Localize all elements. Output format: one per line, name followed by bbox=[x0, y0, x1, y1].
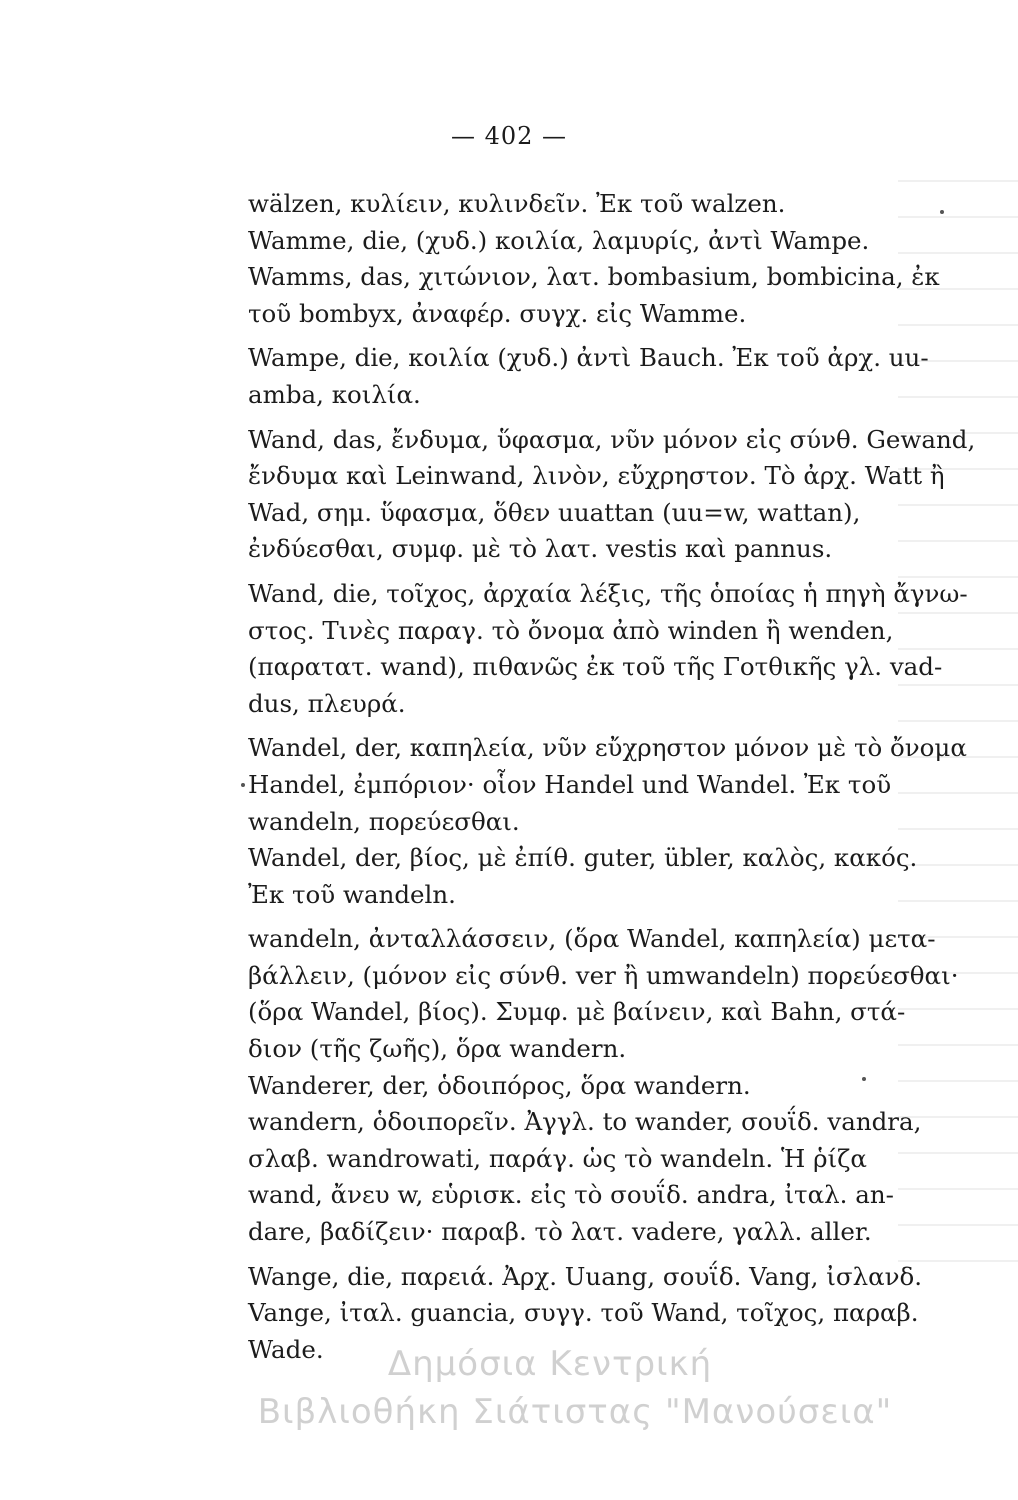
entry-line: Wad, σημ. ὕφασμα, ὅθεν uuattan (uu=w, wattan), bbox=[248, 497, 861, 527]
dictionary-entries bbox=[248, 186, 976, 1368]
dictionary-entry bbox=[248, 840, 948, 913]
entry-line: Handel, ἐμπόριον· οἷον Handel und Wandel. Ἐκ τοῦ bbox=[248, 769, 892, 799]
ink-speck bbox=[862, 1077, 866, 1081]
library-watermark-line2: Βιβλιοθήκη Σιάτιστας "Μανούσεια" bbox=[257, 1392, 893, 1432]
library-watermark-line1: Δημόσια Κεντρική bbox=[387, 1344, 713, 1384]
dictionary-entry bbox=[248, 730, 967, 840]
entry-line: βάλλειν, (μόνον εἰς σύνθ. ver ἢ umwandeln) πορεύεσθαι· bbox=[248, 960, 959, 990]
entry-line: διον (τῆς ζωῆς), ὅρα wandern. bbox=[248, 1034, 627, 1064]
dictionary-entry bbox=[248, 223, 948, 260]
entry-line: Wamme, die, (χυδ.) κοιλία, λαμυρίς, ἀντὶ Wampe. bbox=[248, 225, 870, 255]
entry-line: Wampe, die, κοιλία (χυδ.) ἀντὶ Bauch. Ἐκ τοῦ ἀρχ. uu- bbox=[248, 343, 929, 373]
entry-line: wandeln, πορεύεσθαι. bbox=[248, 806, 520, 836]
entry-line: dus, πλευρά. bbox=[248, 688, 406, 718]
entry-line: σλαβ. wandrowati, παράγ. ὡς τὸ wandeln. Ἡ ῥίζα bbox=[248, 1143, 867, 1173]
entry-line: Vange, ἰταλ. guancia, συγγ. τοῦ Wand, τοῖχος, παραβ. bbox=[248, 1298, 919, 1328]
dictionary-entry bbox=[248, 186, 948, 223]
ink-speck bbox=[241, 783, 245, 787]
entry-line: Wandel, der, καπηλεία, νῦν εὔχρηστον μόνον μὲ τὸ ὄνομα bbox=[248, 733, 967, 763]
dictionary-entry bbox=[248, 259, 948, 332]
entry-line: wälzen, κυλίειν, κυλινδεῖν. Ἐκ τοῦ walzen. bbox=[248, 189, 786, 218]
entry-line: ἐνδύεσθαι, συμφ. μὲ τὸ λατ. vestis καὶ pannus. bbox=[248, 534, 833, 564]
entry-line: ἔνδυμα καὶ Leinwand, λινὸν, εὔχρηστον. Τὸ ἀρχ. Watt ἢ bbox=[248, 461, 945, 491]
dictionary-entry bbox=[248, 921, 959, 1067]
entry-line: (παρατατ. wand), πιθανῶς ἐκ τοῦ τῆς Γοτθικῆς γλ. vad- bbox=[248, 652, 943, 682]
entry-line: wand, ἄνευ w, εὑρισκ. εἰς τὸ σουΐδ. andra, ἰταλ. an- bbox=[248, 1180, 894, 1210]
entry-line: Wand, die, τοῖχος, ἀρχαία λέξις, τῆς ὁποίας ἡ πηγὴ ἄγνω- bbox=[248, 578, 968, 608]
entry-line: Wand, das, ἔνδυμα, ὕφασμα, νῦν μόνον εἰς σύνθ. Gewand, bbox=[248, 424, 976, 454]
page-number: — 402 — bbox=[450, 122, 568, 150]
dictionary-entry bbox=[248, 422, 976, 568]
entry-line: Wade. bbox=[248, 1334, 324, 1364]
entry-line: Wamms, das, χιτώνιον, λατ. bombasium, bombicina, ἐκ bbox=[248, 262, 940, 292]
entry-line: Wanderer, der, ὁδοιπόρος, ὅρα wandern. bbox=[248, 1070, 751, 1100]
entry-line: dare, βαδίζειν· παραβ. τὸ λατ. vadere, γαλλ. aller. bbox=[248, 1217, 872, 1247]
entry-line: wandeln, ἀνταλλάσσειν, (ὅρα Wandel, καπηλεία) μετα- bbox=[248, 924, 936, 954]
entry-line: Ἐκ τοῦ wandeln. bbox=[248, 879, 456, 909]
entry-line: στος. Τινὲς παραγ. τὸ ὄνομα ἀπὸ winden ἢ wenden, bbox=[248, 615, 894, 645]
entry-line: τοῦ bombyx, ἀναφέρ. συγχ. εἰς Wamme. bbox=[248, 298, 747, 328]
entry-line: Wandel, der, βίος, μὲ ἐπίθ. guter, übler, καλὸς, κακός. bbox=[248, 843, 918, 873]
entry-line: wandern, ὁδοιπορεῖν. Ἀγγλ. to wander, σουΐδ. vandra, bbox=[248, 1107, 922, 1137]
dictionary-entry bbox=[248, 1068, 948, 1105]
entry-line: amba, κοιλία. bbox=[248, 379, 421, 409]
entry-line: Wange, die, παρειά. Ἀρχ. Uuang, σουΐδ. Vang, ἰσλανδ. bbox=[248, 1261, 923, 1291]
ink-speck bbox=[940, 210, 944, 214]
dictionary-entry bbox=[248, 340, 948, 413]
entry-line: (ὅρα Wandel, βίος). Συμφ. μὲ βαίνειν, καὶ Bahn, στά- bbox=[248, 997, 906, 1027]
dictionary-entry bbox=[248, 576, 968, 722]
dictionary-entry bbox=[248, 1104, 948, 1250]
